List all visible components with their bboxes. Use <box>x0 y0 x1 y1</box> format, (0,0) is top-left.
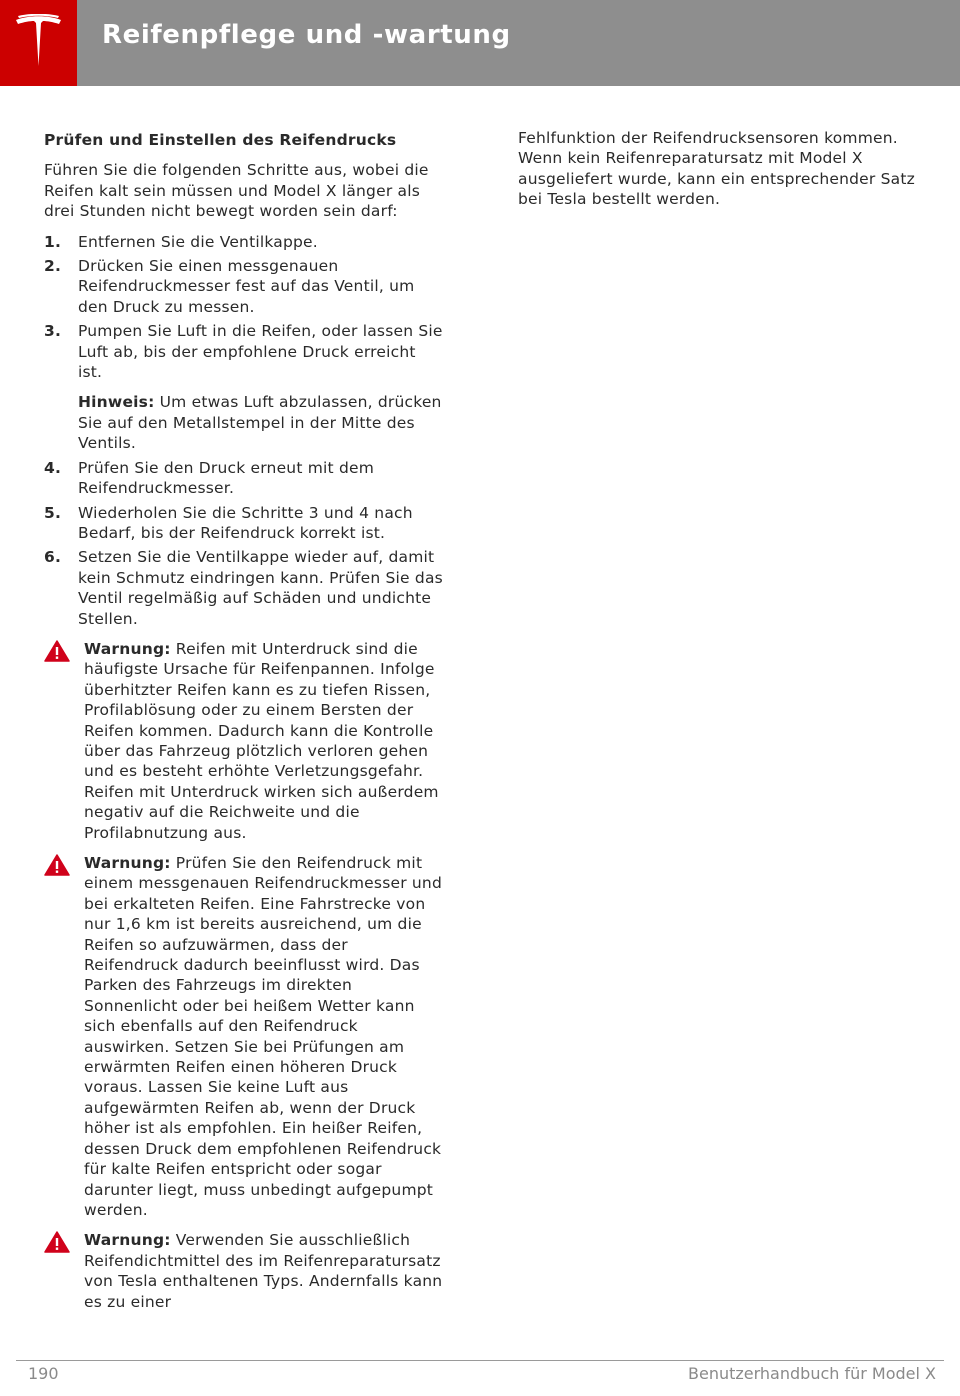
list-item <box>44 547 444 629</box>
step-text: Pumpen Sie Luft in die Reifen, oder lassen Sie Luft ab, bis der empfohlene Druck erreicht ist. <box>78 322 443 382</box>
note-text: Um etwas Luft abzulassen, drücken Sie auf den Metallstempel in der Mitte des Ventils. <box>78 393 442 453</box>
tesla-logo-icon <box>14 14 63 68</box>
step-number: 4. <box>44 458 62 477</box>
right-column <box>518 128 918 220</box>
step-number: 5. <box>44 503 62 522</box>
step-number: 1. <box>44 232 62 251</box>
page-title: Reifenpflege und -wartung <box>102 20 511 50</box>
section-heading: Prüfen und Einstellen des Reifendrucks <box>44 131 397 149</box>
step-text: Prüfen Sie den Druck erneut mit dem Reifendruckmesser. <box>78 458 375 498</box>
footer-title: Benutzerhandbuch für Model X <box>688 1364 936 1383</box>
step-text: Drücken Sie einen messgenauen Reifendruckmesser fest auf das Ventil, um den Druck zu messen. <box>78 257 415 316</box>
warning-text: Verwenden Sie ausschließlich Reifendichtmittel des im Reifenreparatursatz von Tesla enthaltenen Typs. Andernfalls kann es zu einer <box>84 1231 443 1311</box>
continuation-paragraph: Fehlfunktion der Reifendrucksensoren kommen. Wenn kein Reifenreparatursatz mit Model X ausgeliefert wurde, kann ein entsprechender Satz bei Tesla bestellt werden. <box>518 129 915 209</box>
warning-triangle-icon <box>44 1231 70 1253</box>
warning-text: Prüfen Sie den Reifendruck mit einem messgenauen Reifendruckmesser und bei erkalteten Reifen. Eine Fahrstrecke von nur 1,6 km ist bereits ausreichend, um die Reifen so aufzuwärmen, dass der Reifendruck dadurch beeinflusst wird. Das Parken des Fahrzeugs im direkten Sonnenlicht oder bei heißem Wetter kann sich ebenfalls auf den Reifendruck auswirken. Setzen Sie bei Prüfungen am erwärmten Reifen einen höheren Druck voraus. Lassen Sie keine Luft aus aufgewärmten Reifen ab, wenn der Druck höher ist als empfohlen. Ein heißer Reifen, dessen Druck dem empfohlenen Reifendruck für kalte Reifen entspricht oder sogar darunter liegt, muss unbedingt aufgepumpt werden. <box>84 854 442 1219</box>
warning-block <box>44 853 444 1220</box>
list-item <box>44 256 444 317</box>
step-number: 2. <box>44 257 62 276</box>
step-text: Setzen Sie die Ventilkappe wieder auf, damit kein Schmutz eindringen kann. Prüfen Sie das Ventil regelmäßig auf Schäden und undichte Stellen. <box>78 548 443 628</box>
list-item <box>44 232 444 252</box>
warning-label: Warnung: <box>84 1231 171 1250</box>
warning-text: Reifen mit Unterdruck sind die häufigste Ursache für Reifenpannen. Infolge überhitzter Reifen kann es zu tiefen Rissen, Profilablösung oder zu einem Bersten der Reifen kommen. Dadurch kann die Kontrolle über das Fahrzeug plötzlich verloren gehen und es besteht erhöhte Verletzungsgefahr. Reifen mit Unterdruck wirken sich außerdem negativ auf die Reichweite und die Profilabnutzung aus. <box>84 639 439 842</box>
list-item <box>44 458 444 499</box>
warning-block <box>44 1230 444 1312</box>
warning-block <box>44 639 444 843</box>
intro-paragraph: Führen Sie die folgenden Schritte aus, wobei die Reifen kalt sein müssen und Model X länger als drei Stunden nicht bewegt worden sein darf: <box>44 161 429 221</box>
step-number: 3. <box>44 322 62 341</box>
page-header <box>0 0 960 86</box>
list-item <box>44 503 444 544</box>
list-item <box>44 321 444 453</box>
page-number: 190 <box>28 1364 59 1383</box>
step-number: 6. <box>44 548 62 567</box>
steps-list <box>44 232 444 629</box>
step-text: Entfernen Sie die Ventilkappe. <box>78 232 318 251</box>
warning-triangle-icon <box>44 854 70 876</box>
warning-triangle-icon <box>44 640 70 662</box>
left-column <box>44 128 444 1322</box>
note <box>78 392 444 453</box>
step-text: Wiederholen Sie die Schritte 3 und 4 nach Bedarf, bis der Reifendruck korrekt ist. <box>78 503 413 542</box>
note-label: Hinweis: <box>78 393 155 412</box>
footer-divider <box>16 1360 944 1361</box>
brand-logo <box>0 0 77 86</box>
warning-label: Warnung: <box>84 639 171 658</box>
warning-label: Warnung: <box>84 854 171 872</box>
